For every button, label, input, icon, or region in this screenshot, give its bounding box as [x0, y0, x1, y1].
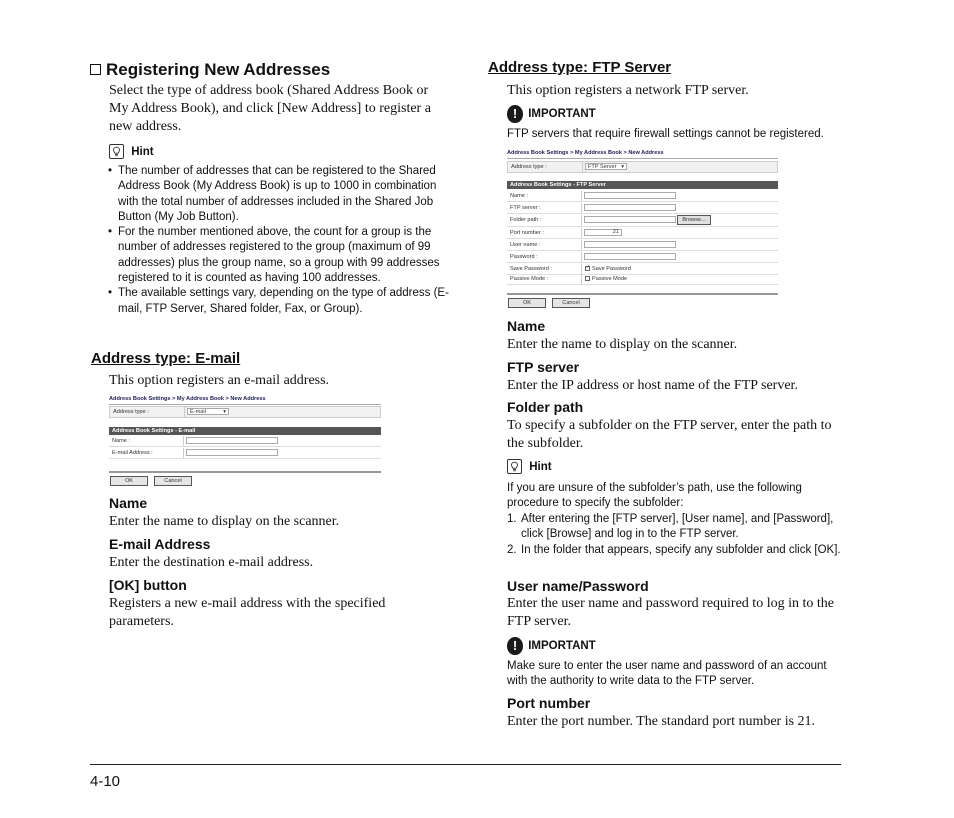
- item-title: Folder path: [507, 399, 584, 415]
- section-title: Registering New Addresses: [106, 60, 331, 79]
- browse-button[interactable]: Browse...: [677, 215, 711, 225]
- port-number-value: 21: [612, 229, 619, 235]
- address-type-select[interactable]: [585, 163, 627, 170]
- ftp-server-input[interactable]: [584, 204, 676, 211]
- settings-header: Address Book Settings - FTP Server: [507, 181, 778, 189]
- ok-button[interactable]: OK: [110, 476, 148, 486]
- ftp-server-label: FTP server :: [510, 205, 541, 211]
- lightbulb-icon: [507, 459, 522, 474]
- list-item: • The available settings vary, depending on the type of address (E-mail, FTP Server, Shared folder, Fax, or Group).: [118, 286, 454, 317]
- hint-label: Hint: [131, 145, 154, 158]
- checkbox-square-icon: [90, 64, 101, 75]
- form-row: [507, 252, 778, 263]
- name-label: Name :: [112, 438, 131, 444]
- item-text: To specify a subfolder on the FTP server, enter the path to the subfolder.: [507, 418, 832, 451]
- email-section-title: Address type: E-mail: [91, 350, 241, 367]
- name-label: Name :: [510, 193, 529, 199]
- password-input[interactable]: [584, 253, 676, 260]
- item-title: Name: [507, 318, 546, 334]
- address-type-row: [109, 406, 381, 418]
- ok-button[interactable]: OK: [508, 298, 546, 308]
- checkbox-icon: [585, 276, 590, 281]
- important-label: IMPORTANT: [528, 640, 596, 652]
- save-password-option: Save Password: [592, 266, 631, 272]
- hint-list: [108, 164, 454, 317]
- cancel-button[interactable]: Cancel: [552, 298, 590, 308]
- folder-path-label: Folder path :: [510, 217, 542, 223]
- breadcrumb: Address Book Settings > My Address Book > New Address: [507, 150, 664, 156]
- settings-header: Address Book Settings - E-mail: [109, 427, 381, 435]
- form-row: [109, 448, 381, 459]
- important-heading: [507, 637, 596, 655]
- hint-heading: [507, 459, 552, 474]
- item-text: Enter the user name and password required to log in to the FTP server.: [507, 596, 834, 629]
- form-row: [507, 274, 778, 285]
- form-row: [507, 228, 778, 239]
- item-title: [OK] button: [109, 577, 187, 593]
- step-number: 1.: [507, 513, 517, 525]
- dropdown-arrow-icon: ▾: [223, 409, 226, 415]
- save-password-checkbox[interactable]: [585, 266, 631, 272]
- important-text: Make sure to enter the user name and password of an account with the authority to write data to the FTP server.: [507, 660, 827, 688]
- item-title: FTP server: [507, 359, 580, 375]
- hint-label: Hint: [529, 460, 552, 473]
- dropdown-arrow-icon: ▾: [621, 164, 624, 170]
- address-type-value: E-mail: [190, 409, 206, 415]
- exclamation-icon: !: [507, 105, 523, 123]
- address-type-label: Address type :: [511, 164, 547, 170]
- hint-steps: [507, 512, 857, 558]
- important-label: IMPORTANT: [528, 108, 596, 120]
- port-number-label: Port number :: [510, 230, 544, 236]
- user-name-input[interactable]: [584, 241, 676, 248]
- page-number: 4-10: [90, 773, 121, 790]
- list-item: [507, 512, 857, 543]
- form-row: [109, 436, 381, 447]
- email-intro: This option registers an e-mail address.: [109, 373, 330, 388]
- exclamation-icon: !: [507, 637, 523, 655]
- hint-intro: If you are unsure of the subfolder’s path, use the following procedure to specify the subfolder:: [507, 482, 802, 510]
- item-title: Port number: [507, 695, 591, 711]
- name-input[interactable]: [584, 192, 676, 199]
- name-input[interactable]: [186, 437, 278, 444]
- item-text: Enter the name to display on the scanner.: [507, 337, 738, 352]
- passive-mode-option: Passive Mode: [592, 276, 628, 282]
- email-settings-screenshot: [109, 396, 381, 490]
- footer-rule: [90, 764, 841, 765]
- ftp-settings-screenshot: [507, 150, 778, 312]
- save-password-label: Save Password :: [510, 266, 552, 272]
- folder-path-input[interactable]: [584, 216, 676, 223]
- item-text: Enter the IP address or host name of the FTP server.: [507, 378, 798, 393]
- step-number: 2.: [507, 543, 517, 556]
- intro-paragraph: Select the type of address book (Shared Address Book or My Address Book), and click [New Address] to register a new address.: [109, 83, 431, 134]
- address-type-row: [507, 161, 778, 173]
- cancel-button[interactable]: Cancel: [154, 476, 192, 486]
- form-row: [507, 203, 778, 214]
- address-type-select[interactable]: [187, 408, 229, 415]
- important-heading: [507, 105, 596, 123]
- form-row: [507, 240, 778, 251]
- item-title: User name/Password: [507, 578, 649, 594]
- passive-mode-label: Passive Mode :: [510, 276, 549, 282]
- email-address-input[interactable]: [186, 449, 278, 456]
- email-address-label: E-mail Address :: [112, 450, 153, 456]
- list-item: • The number of addresses that can be registered to the Shared Address Book (My Address Book) is up to 1000 in combination with the total number of addresses included in the Shared Job Button (My Job Button).: [118, 164, 454, 225]
- password-label: Password :: [510, 254, 538, 260]
- ftp-section-title: Address type: FTP Server: [488, 59, 672, 76]
- lightbulb-icon: [109, 144, 124, 159]
- item-title: Name: [109, 495, 148, 511]
- item-text: Enter the name to display on the scanner.: [109, 514, 340, 529]
- address-type-value: FTP Server: [588, 164, 617, 170]
- user-name-label: User name :: [510, 242, 541, 248]
- list-item: [507, 543, 857, 558]
- step-text: After entering the [FTP server], [User name], and [Password], click [Browse] and log in to the FTP server.: [521, 513, 834, 541]
- step-text: In the folder that appears, specify any subfolder and click [OK].: [521, 543, 841, 556]
- address-type-label: Address type :: [113, 409, 149, 415]
- breadcrumb: Address Book Settings > My Address Book > New Address: [109, 396, 266, 402]
- checkmark-icon: ✓: [586, 264, 591, 271]
- list-item: • For the number mentioned above, the count for a group is the number of addresses registered to the group (maximum of 99 addresses) plus the group name, so a group with 99 addresses registered to it is counted as having 100 addresses.: [118, 225, 454, 286]
- form-row: [507, 191, 778, 202]
- hint-heading: [109, 144, 154, 159]
- port-number-input[interactable]: [584, 229, 622, 236]
- ftp-intro: This option registers a network FTP server.: [507, 83, 749, 98]
- item-title: E-mail Address: [109, 536, 211, 552]
- item-text: Enter the destination e-mail address.: [109, 555, 314, 570]
- form-row: [507, 215, 778, 227]
- section-heading: [90, 60, 330, 80]
- item-text: Registers a new e-mail address with the specified parameters.: [109, 596, 386, 629]
- item-text: Enter the port number. The standard port number is 21.: [507, 714, 816, 729]
- passive-mode-checkbox[interactable]: [585, 276, 627, 282]
- important-text: FTP servers that require firewall settings cannot be registered.: [507, 128, 824, 140]
